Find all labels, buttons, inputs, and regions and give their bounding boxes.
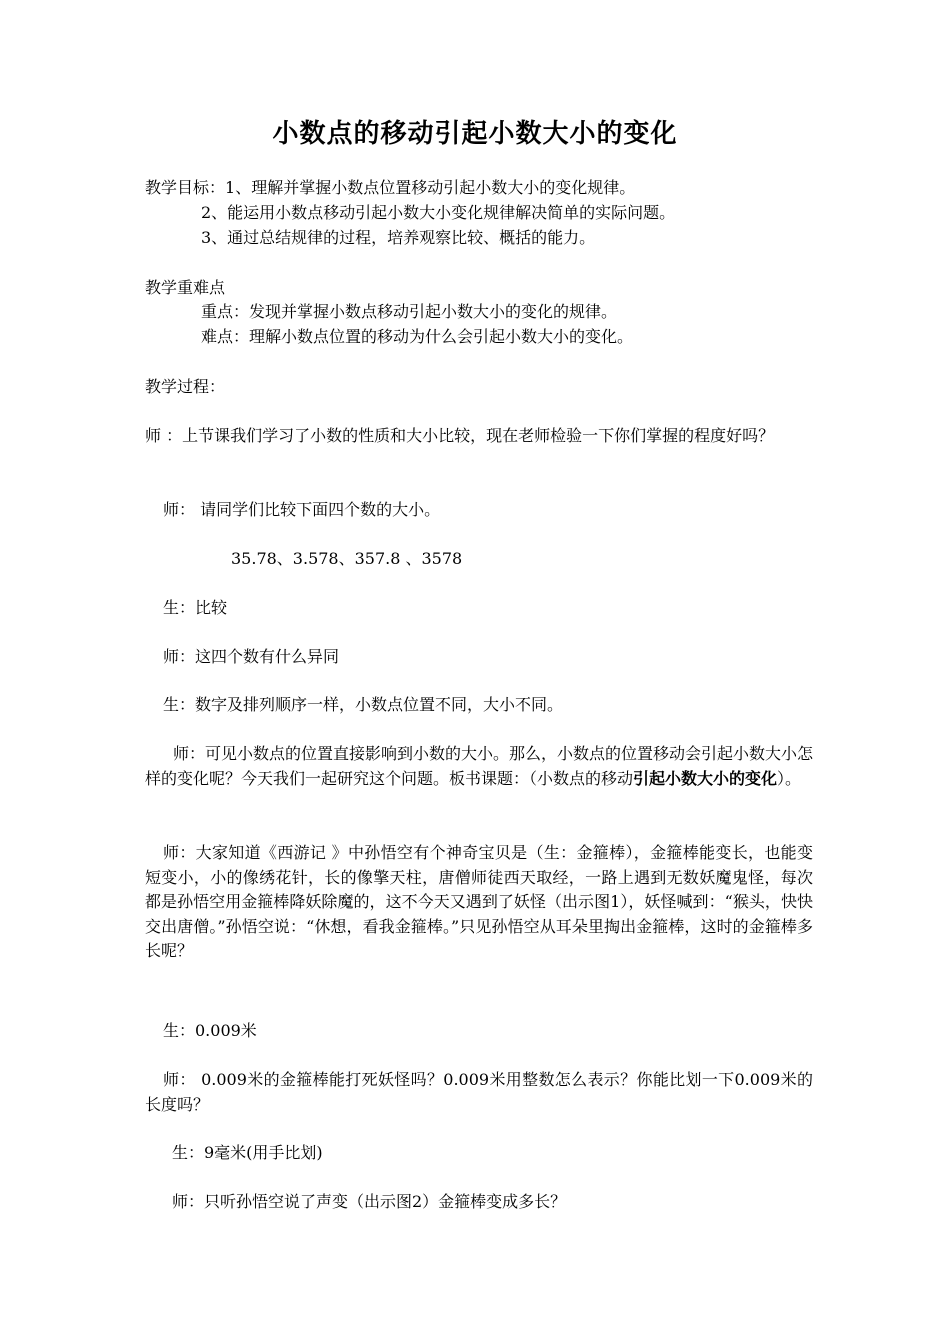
key-points-heading: 教学重难点 (145, 278, 226, 297)
dialogue-line-4: 师：这四个数有什么异同 (163, 647, 340, 666)
paragraph-6-text: 师：可见小数点的位置直接影响到小数的大小。那么，小数点的位置移动会引起小数大小怎样的变化呢？今天我们一起研究这个问题。板书课题：（小数点的移动 (145, 744, 814, 788)
objective-item-2: 2、能运用小数点移动引起小数大小变化规律解决简单的实际问题。 (201, 203, 676, 222)
dialogue-paragraph-9: 师： 0.009米的金箍棒能打死妖怪吗？0.009米用整数怎么表示？你能比划一下0.009米的长度吗？ (145, 1070, 813, 1114)
dialogue-line-5: 生：数字及排列顺序一样，小数点位置不同，大小不同。 (163, 695, 564, 714)
objectives-line-1 (145, 176, 635, 200)
focus-point: 重点：发现并掌握小数点移动引起小数大小的变化的规律。 (201, 302, 618, 321)
dialogue-paragraph-7: 师：大家知道《西游记 》中孙悟空有个神奇宝贝是（生：金箍棒），金箍棒能变长，也能变短变小，小的像绣花针，长的像擎天柱，唐僧师徒西天取经，一路上遇到无数妖魔鬼怪，每次都是孙悟空用金箍棒降妖除魔的，这不今天又遇到了妖怪（出示图1），妖怪喊到：“猴头，快快交出唐僧。”孙悟空说：“休想，看我金箍棒。”只见孙悟空从耳朵里掏出金箍棒，这时的金箍棒多长呢？ (145, 843, 813, 960)
dialogue-line-3: 生：比较 (163, 598, 228, 617)
dialogue-paragraph-1: 师 ：上节课我们学习了小数的性质和大小比较，现在老师检验一下你们掌握的程度好吗？ (145, 426, 775, 445)
numbers-line: 35.78、3.578、357.8 、3578 (231, 549, 463, 568)
dialogue-paragraph-6 (145, 742, 813, 791)
objective-item-1: 1、理解并掌握小数点位置移动引起小数大小的变化规律。 (225, 178, 636, 197)
document-title: 小数点的移动引起小数大小的变化 (272, 119, 678, 149)
dialogue-line-10: 生：9毫米(用手比划) (172, 1143, 323, 1162)
dialogue-line-11: 师：只听孙悟空说了声变（出示图2）金箍棒变成多长？ (172, 1192, 567, 1211)
paragraph-6-end: ）。 (777, 768, 802, 788)
dialogue-line-2: 师： 请同学们比较下面四个数的大小。 (163, 500, 441, 519)
dialogue-line-8: 生：0.009米 (163, 1021, 257, 1040)
objective-item-3: 3、通过总结规律的过程，培养观察比较、概括的能力。 (201, 228, 596, 247)
process-heading: 教学过程： (145, 377, 226, 396)
objectives-label: 教学目标： (145, 178, 226, 197)
difficulty-point: 难点：理解小数点位置的移动为什么会引起小数大小的变化。 (201, 327, 634, 346)
lesson-topic-bold: 引起小数大小的变化 (633, 768, 778, 788)
